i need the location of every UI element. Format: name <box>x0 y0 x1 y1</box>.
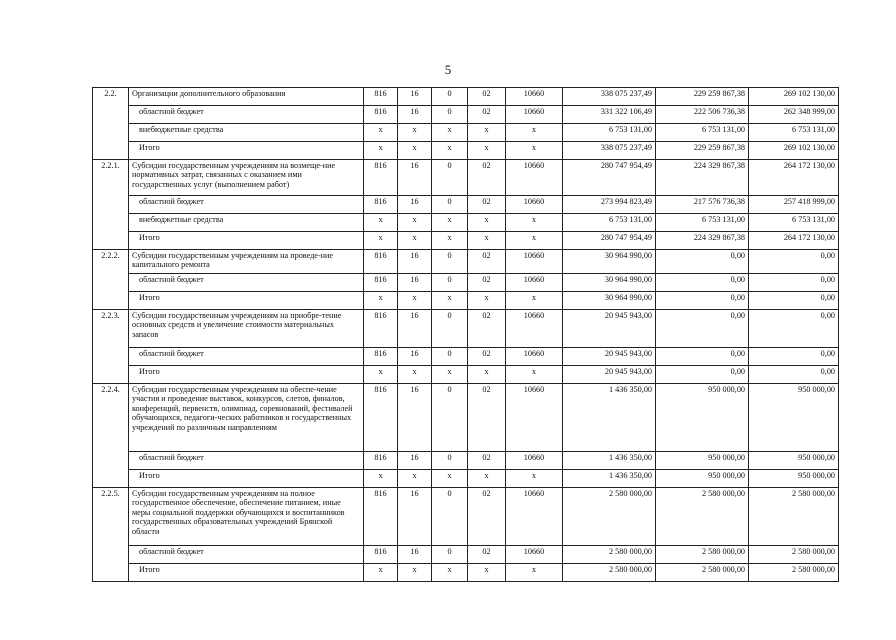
amount-cell: 224 329 867,38 <box>656 160 749 196</box>
amount-cell: 2 580 000,00 <box>563 546 656 564</box>
table-row <box>93 452 839 470</box>
classification-cell: х <box>506 470 563 488</box>
row-code: 2.2.3. <box>93 310 129 384</box>
classification-cell: 0 <box>432 106 468 124</box>
classification-cell: 10660 <box>506 196 563 214</box>
row-name: внебюджетные средства <box>129 124 364 142</box>
classification-cell: х <box>468 214 506 232</box>
row-name: Субсидии государственным учреждениям на проведе-ние капитального ремонта <box>129 250 364 274</box>
classification-cell: 16 <box>398 274 432 292</box>
row-name: областной бюджет <box>129 452 364 470</box>
amount-cell: 331 322 106,49 <box>563 106 656 124</box>
classification-cell: х <box>468 366 506 384</box>
amount-cell: 1 436 350,00 <box>563 470 656 488</box>
amount-cell: 2 580 000,00 <box>749 488 839 546</box>
classification-cell: 16 <box>398 196 432 214</box>
amount-cell: 6 753 131,00 <box>563 124 656 142</box>
amount-cell: 0,00 <box>656 348 749 366</box>
amount-cell: 2 580 000,00 <box>563 564 656 582</box>
classification-cell: х <box>364 232 398 250</box>
classification-cell: 0 <box>432 196 468 214</box>
table-row <box>93 106 839 124</box>
classification-cell: х <box>398 214 432 232</box>
page-number: 5 <box>444 62 452 77</box>
row-name: внебюджетные средства <box>129 214 364 232</box>
classification-cell: х <box>398 232 432 250</box>
classification-cell: х <box>468 564 506 582</box>
classification-cell: х <box>506 292 563 310</box>
table-row <box>93 366 839 384</box>
classification-cell: 816 <box>364 250 398 274</box>
classification-cell: х <box>364 470 398 488</box>
classification-cell: 02 <box>468 310 506 348</box>
classification-cell: х <box>432 124 468 142</box>
classification-cell: х <box>398 124 432 142</box>
row-name: Субсидии государственным учреждениям на возмеще-ние нормативных затрат, связанных с оказанием ими государственных услуг (выполнением работ) <box>129 160 364 196</box>
amount-cell: 6 753 131,00 <box>563 214 656 232</box>
amount-cell: 2 580 000,00 <box>749 546 839 564</box>
classification-cell: 10660 <box>506 250 563 274</box>
table-row <box>93 384 839 452</box>
classification-cell: 816 <box>364 196 398 214</box>
classification-cell: х <box>468 142 506 160</box>
table-row <box>93 348 839 366</box>
classification-cell: х <box>364 564 398 582</box>
classification-cell: х <box>506 214 563 232</box>
classification-cell: х <box>432 142 468 160</box>
amount-cell: 0,00 <box>749 250 839 274</box>
row-code: 2.2.2. <box>93 250 129 310</box>
classification-cell: 0 <box>432 160 468 196</box>
classification-cell: 02 <box>468 250 506 274</box>
classification-cell: 0 <box>432 488 468 546</box>
classification-cell: х <box>398 564 432 582</box>
amount-cell: 338 075 237,49 <box>563 88 656 106</box>
classification-cell: 10660 <box>506 88 563 106</box>
amount-cell: 2 580 000,00 <box>749 564 839 582</box>
row-name: Организации дополнительного образования <box>129 88 364 106</box>
classification-cell: 0 <box>432 250 468 274</box>
amount-cell: 20 945 943,00 <box>563 366 656 384</box>
amount-cell: 2 580 000,00 <box>563 488 656 546</box>
amount-cell: 20 945 943,00 <box>563 348 656 366</box>
table-row <box>93 160 839 196</box>
row-code: 2.2.1. <box>93 160 129 250</box>
row-name: Итого <box>129 142 364 160</box>
classification-cell: 02 <box>468 546 506 564</box>
classification-cell: х <box>468 292 506 310</box>
classification-cell: 816 <box>364 546 398 564</box>
amount-cell: 30 964 990,00 <box>563 292 656 310</box>
amount-cell: 0,00 <box>749 348 839 366</box>
amount-cell: 6 753 131,00 <box>656 214 749 232</box>
table-row <box>93 250 839 274</box>
classification-cell: 16 <box>398 160 432 196</box>
classification-cell: 02 <box>468 106 506 124</box>
amount-cell: 950 000,00 <box>749 470 839 488</box>
amount-cell: 280 747 954,49 <box>563 232 656 250</box>
classification-cell: х <box>468 470 506 488</box>
row-name: Итого <box>129 292 364 310</box>
amount-cell: 30 964 990,00 <box>563 250 656 274</box>
classification-cell: 02 <box>468 196 506 214</box>
amount-cell: 6 753 131,00 <box>749 214 839 232</box>
classification-cell: 10660 <box>506 546 563 564</box>
row-name: областной бюджет <box>129 348 364 366</box>
classification-cell: 16 <box>398 546 432 564</box>
amount-cell: 0,00 <box>656 366 749 384</box>
amount-cell: 222 506 736,38 <box>656 106 749 124</box>
row-name: Субсидии государственным учреждениям на приобре-тение основных средств и увеличение стоимости материальных запасов <box>129 310 364 348</box>
classification-cell: 10660 <box>506 274 563 292</box>
amount-cell: 217 576 736,38 <box>656 196 749 214</box>
row-code: 2.2.4. <box>93 384 129 488</box>
classification-cell: х <box>432 366 468 384</box>
amount-cell: 2 580 000,00 <box>656 488 749 546</box>
amount-cell: 264 172 130,00 <box>749 160 839 196</box>
classification-cell: 816 <box>364 88 398 106</box>
classification-cell: 816 <box>364 274 398 292</box>
row-code: 2.2. <box>93 88 129 160</box>
classification-cell: х <box>506 564 563 582</box>
row-name: Субсидии государственным учреждениям на обеспе-чение участия и проведение выставок, конкурсов, слетов, финалов, конференций, первенств, олимпиад, соревнований, фестивалей обучающихся, педагоги-ческих работников и государственных учреждений по различным направлениям <box>129 384 364 452</box>
classification-cell: х <box>364 366 398 384</box>
classification-cell: 16 <box>398 250 432 274</box>
classification-cell: 16 <box>398 106 432 124</box>
classification-cell: х <box>468 232 506 250</box>
classification-cell: х <box>398 142 432 160</box>
table-row <box>93 232 839 250</box>
row-name: Субсидии государственным учреждениям на полное государственное обеспечение, обеспечение питанием, иные меры социальной поддержки обучающихся и воспитанников государственных образовательных учреждений Брянской области <box>129 488 364 546</box>
amount-cell: 273 994 823,49 <box>563 196 656 214</box>
classification-cell: 16 <box>398 488 432 546</box>
amount-cell: 2 580 000,00 <box>656 546 749 564</box>
table-row <box>93 546 839 564</box>
classification-cell: 10660 <box>506 488 563 546</box>
classification-cell: х <box>506 124 563 142</box>
classification-cell: х <box>432 470 468 488</box>
amount-cell: 950 000,00 <box>749 384 839 452</box>
classification-cell: 10660 <box>506 452 563 470</box>
classification-cell: 10660 <box>506 160 563 196</box>
amount-cell: 20 945 943,00 <box>563 310 656 348</box>
table-row <box>93 196 839 214</box>
amount-cell: 950 000,00 <box>656 384 749 452</box>
budget-table <box>92 87 839 582</box>
amount-cell: 6 753 131,00 <box>656 124 749 142</box>
row-name: областной бюджет <box>129 274 364 292</box>
amount-cell: 257 418 999,00 <box>749 196 839 214</box>
classification-cell: х <box>364 142 398 160</box>
amount-cell: 269 102 130,00 <box>749 88 839 106</box>
classification-cell: 16 <box>398 384 432 452</box>
classification-cell: 16 <box>398 452 432 470</box>
table-row <box>93 564 839 582</box>
classification-cell: 10660 <box>506 310 563 348</box>
classification-cell: 16 <box>398 88 432 106</box>
row-name: Итого <box>129 366 364 384</box>
row-name: областной бюджет <box>129 196 364 214</box>
classification-cell: 02 <box>468 274 506 292</box>
classification-cell: х <box>506 232 563 250</box>
classification-cell: 816 <box>364 106 398 124</box>
classification-cell: 10660 <box>506 106 563 124</box>
classification-cell: 10660 <box>506 348 563 366</box>
classification-cell: 02 <box>468 348 506 366</box>
classification-cell: х <box>432 214 468 232</box>
classification-cell: 816 <box>364 310 398 348</box>
amount-cell: 280 747 954,49 <box>563 160 656 196</box>
classification-cell: 02 <box>468 384 506 452</box>
classification-cell: 16 <box>398 310 432 348</box>
classification-cell: 02 <box>468 452 506 470</box>
amount-cell: 269 102 130,00 <box>749 142 839 160</box>
table-row <box>93 292 839 310</box>
classification-cell: х <box>506 366 563 384</box>
table-row <box>93 124 839 142</box>
amount-cell: 0,00 <box>656 274 749 292</box>
classification-cell: 02 <box>468 88 506 106</box>
amount-cell: 950 000,00 <box>656 452 749 470</box>
row-code: 2.2.5. <box>93 488 129 582</box>
classification-cell: 16 <box>398 348 432 366</box>
table-row <box>93 274 839 292</box>
classification-cell: 816 <box>364 348 398 366</box>
classification-cell: х <box>432 292 468 310</box>
row-name: областной бюджет <box>129 546 364 564</box>
amount-cell: 264 172 130,00 <box>749 232 839 250</box>
table-row <box>93 470 839 488</box>
classification-cell: 0 <box>432 384 468 452</box>
amount-cell: 0,00 <box>656 292 749 310</box>
amount-cell: 0,00 <box>749 274 839 292</box>
amount-cell: 0,00 <box>749 366 839 384</box>
row-name: Итого <box>129 470 364 488</box>
classification-cell: х <box>398 470 432 488</box>
classification-cell: х <box>364 292 398 310</box>
classification-cell: 0 <box>432 310 468 348</box>
row-name: областной бюджет <box>129 106 364 124</box>
classification-cell: х <box>432 564 468 582</box>
amount-cell: 1 436 350,00 <box>563 452 656 470</box>
amount-cell: 0,00 <box>656 310 749 348</box>
classification-cell: 0 <box>432 546 468 564</box>
table-row <box>93 214 839 232</box>
classification-cell: х <box>398 366 432 384</box>
classification-cell: х <box>506 142 563 160</box>
classification-cell: 816 <box>364 160 398 196</box>
row-name: Итого <box>129 564 364 582</box>
amount-cell: 2 580 000,00 <box>656 564 749 582</box>
classification-cell: 0 <box>432 452 468 470</box>
classification-cell: 02 <box>468 160 506 196</box>
amount-cell: 229 259 867,38 <box>656 142 749 160</box>
classification-cell: х <box>468 124 506 142</box>
amount-cell: 950 000,00 <box>656 470 749 488</box>
classification-cell: х <box>364 124 398 142</box>
amount-cell: 229 259 867,38 <box>656 88 749 106</box>
classification-cell: 816 <box>364 452 398 470</box>
amount-cell: 6 753 131,00 <box>749 124 839 142</box>
amount-cell: 30 964 990,00 <box>563 274 656 292</box>
amount-cell: 0,00 <box>749 310 839 348</box>
classification-cell: 0 <box>432 348 468 366</box>
amount-cell: 950 000,00 <box>749 452 839 470</box>
table-row <box>93 142 839 160</box>
amount-cell: 262 348 999,00 <box>749 106 839 124</box>
classification-cell: 0 <box>432 274 468 292</box>
amount-cell: 1 436 350,00 <box>563 384 656 452</box>
classification-cell: х <box>364 214 398 232</box>
row-name: Итого <box>129 232 364 250</box>
amount-cell: 0,00 <box>656 250 749 274</box>
classification-cell: 816 <box>364 384 398 452</box>
classification-cell: х <box>398 292 432 310</box>
classification-cell: 0 <box>432 88 468 106</box>
classification-cell: 816 <box>364 488 398 546</box>
amount-cell: 224 329 867,38 <box>656 232 749 250</box>
amount-cell: 0,00 <box>749 292 839 310</box>
table-row <box>93 488 839 546</box>
classification-cell: 10660 <box>506 384 563 452</box>
classification-cell: 02 <box>468 488 506 546</box>
classification-cell: х <box>432 232 468 250</box>
table-row <box>93 310 839 348</box>
amount-cell: 338 075 237,49 <box>563 142 656 160</box>
table-row <box>93 88 839 106</box>
